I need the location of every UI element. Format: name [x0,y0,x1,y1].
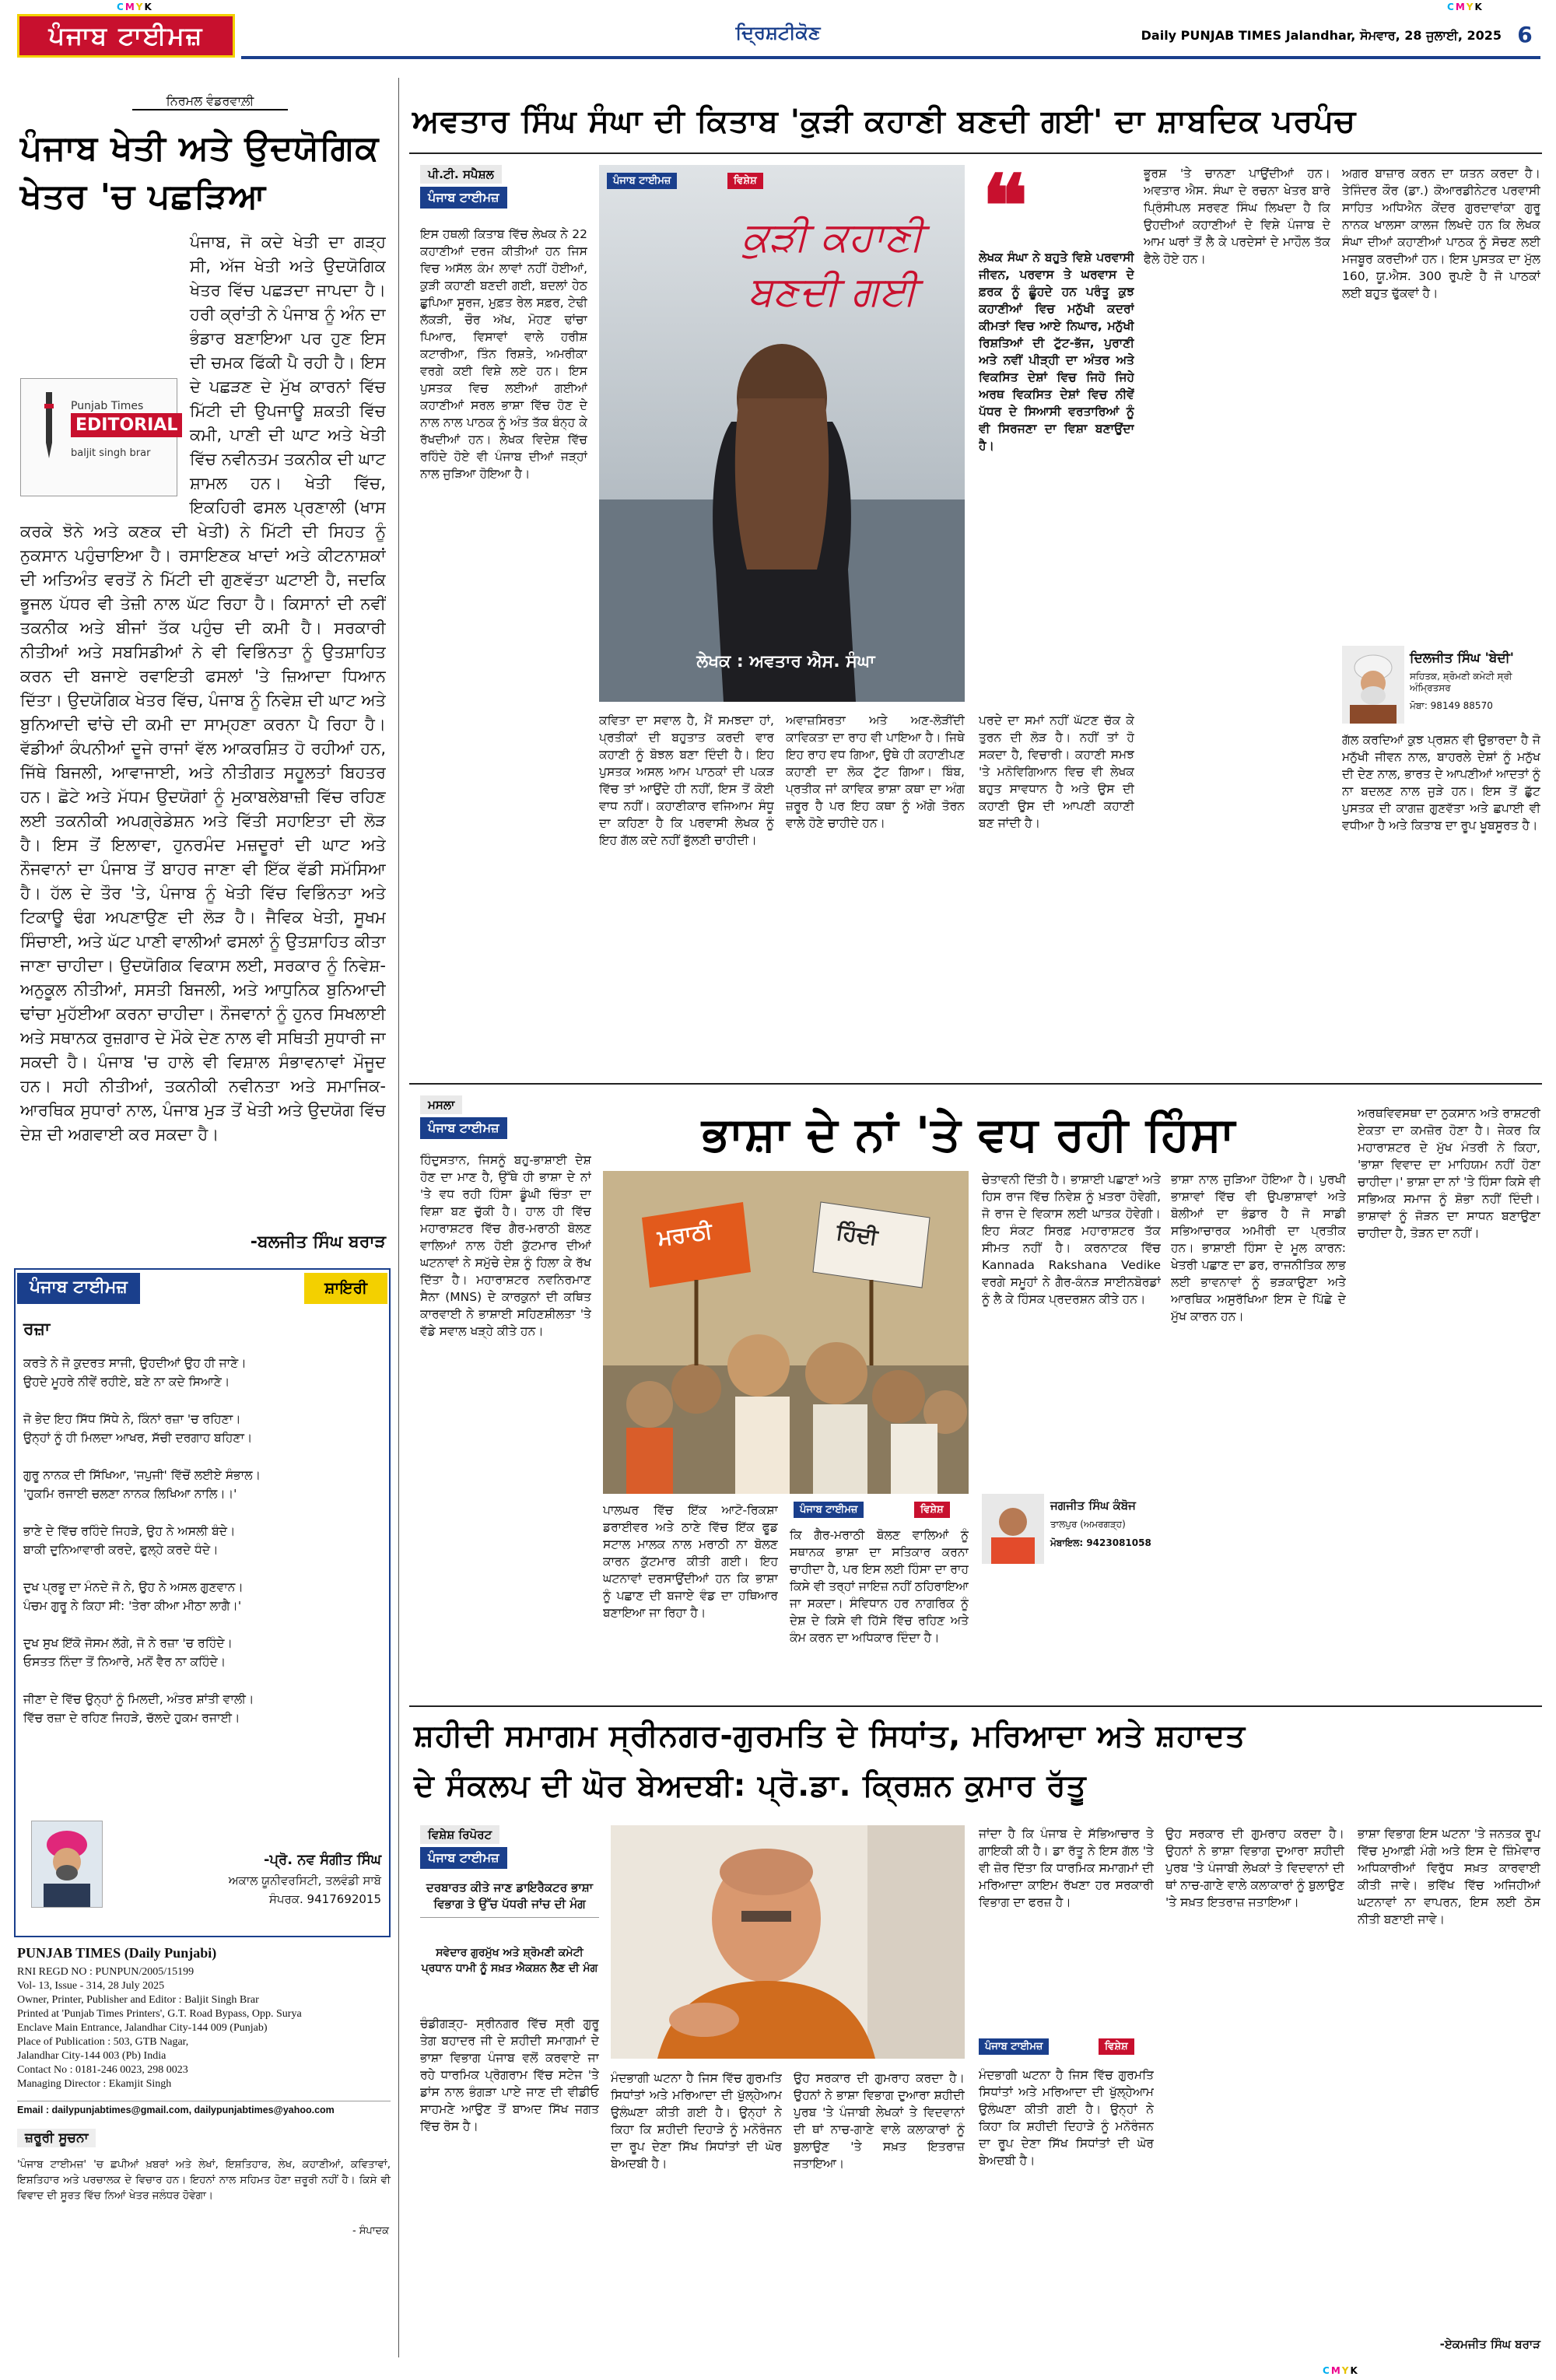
book-tag-top: ਪੀ.ਟੀ. ਸਪੈਸ਼ਲ [420,165,502,184]
section-rule-2 [409,1705,1542,1707]
book-col-1: ਇਸ ਹਥਲੀ ਕਿਤਾਬ ਵਿੱਚ ਲੇਖਕ ਨੇ 22 ਕਹਾਣੀਆਂ ਦਰਜ ਕੀਤੀਆਂ ਹਨ ਜਿਸ ਵਿਚ ਅਸੱਲ ਕੰਮ ਲਾਵਾਂ ਨਹੀਂ ਹੋਈਆਂ, ਕੁੜੀ ਕਹਾਣੀ ਬਣਦੀ ਗਈ, ਬਦਲਾਂ ਹੇਠ ਛੁਪਿਆ ਸੂਰਜ, ਮੁਫ਼ਤ ਰੇਲ ਸਫ਼ਰ, ਟੇਢੀ ਲੱਕੜੀ, ਚੌਰ ਅੱਖ, ਮੋਹਣ ਢਾਂਚਾ ਪਿਆਰ, ਵਿਸਾਵਾਂ ਵਾਲੇ ਹਰੀਸ਼ ਕਟਾਰੀਆ, ਤਿੰਨ ਰਿਸ਼ਤੇ, ਅਮਰੀਕਾ ਵਰਗੇ ਕਈ ਵਿਸ਼ੇ ਲਏ ਹਨ। ਇਸ ਪੁਸਤਕ ਵਿਚ ਲਈਆਂ ਗਈਆਂ ਕਹਾਣੀਆਂ ਸਰਲ ਭਾਸ਼ਾ ਵਿੱਚ ਹੋਣ ਦੇ ਨਾਲ ਨਾਲ ਪਾਠਕ ਨੂੰ ਅੰਤ ਤੱਕ ਬੰਨ੍ਹ ਕੇ ਰੱਖਦੀਆਂ ਹਨ। ਲੇਖਕ ਵਿਦੇਸ਼ ਵਿੱਚ ਰਹਿੰਦੇ ਹੋਏ ਵੀ ਪੰਜਾਬ ਦੀਆਂ ਜੜ੍ਹਾਂ ਨਾਲ ਜੁੜਿਆ ਹੋਇਆ ਹੈ। [420,227,587,481]
martyr-photo-tag-section: ਵਿਸ਼ੇਸ਼ [1099,2038,1134,2055]
cmyk-mark-right: CMYK [1447,2,1484,12]
poem-line: ਜੋ ਭੇਦ ਇਹ ਸਿੱਧ ਸਿੱਧੇ ਨੇ, ਕਿੰਨਾਂ ਰਜ਼ਾ 'ਚ ਰਹਿਣਾ। [23,1412,241,1426]
lang-col-2: ਪਾਲਘਰ ਵਿੱਚ ਇੱਕ ਆਟੋ-ਰਿਕਸ਼ਾ ਡਰਾਈਵਰ ਅਤੇ ਠਾਣੇ ਵਿੱਚ ਇੱਕ ਫੂਡ ਸਟਾਲ ਮਾਲਕ ਨਾਲ ਮਰਾਠੀ ਨਾ ਬੋਲਣ ਕਾਰਨ ਕੁੱਟਮਾਰ ਕੀਤੀ ਗਈ। ਇਹ ਘਟਨਾਵਾਂ ਦਰਸਾਉਂਦੀਆਂ ਹਨ ਕਿ ਭਾਸ਼ਾ ਨੂੰ ਪਛਾਣ ਦੀ ਬਜਾਏ ਵੰਡ ਦਾ ਹਥਿਆਰ ਬਣਾਇਆ ਜਾ ਰਿਹਾ ਹੈ। [603,1503,778,1620]
imprint-line: Owner, Printer, Publisher and Editor : Baljit Singh Brar [17,1994,259,2006]
section-name: ਦ੍ਰਿਸ਼ਟੀਕੋਣ [735,22,821,44]
imprint-line: RNI REGD NO : PUNPUN/2005/15199 [17,1966,194,1978]
martyr-tag-top: ਵਿਸ਼ੇਸ਼ ਰਿਪੋਰਟ [420,1825,499,1844]
reviewer-photo [1342,646,1404,724]
book-col-3: ਅਵਾਜ਼ਸਿਰਤਾ ਅਤੇ ਅਣ-ਲੋੜੀਂਦੀ ਕਾਵਿਕਤਾ ਦਾ ਰਾਹ ਵੀ ਪਾਇਆ ਹੈ। ਜਿਥੇ ਇਹ ਰਾਹ ਵਧ ਗਿਆ, ਉਥੇ ਹੀ ਕਹਾਣੀਪਣ ਕਹਾਣੀ ਦਾ ਲੋਕ ਟੁੱਟ ਗਿਆ। ਬਿੰਬ, ਪ੍ਰਤੀਕ ਜਾਂ ਕਾਵਿਕ ਭਾਸ਼ਾ ਕਥਾ ਦਾ ਅੰਗ ਜ਼ਰੂਰ ਹੈ ਪਰ ਇਹ ਕਥਾ ਨੂੰ ਅੱਗੇ ਤੋਰਨ ਵਾਲੇ ਹੋਣੇ ਚਾਹੀਦੇ ਹਨ। [786,713,965,830]
lang-author-place: ਤਾਲਪੁਰ (ਅਮਰਗੜ੍ਹ) [1050,1519,1126,1530]
editorial-title: ਪੰਜਾਬ ਖੇਤੀ ਅਤੇ ਉਦਯੋਗਿਕ ਖੇਤਰ 'ਚ ਪਛੜਿਆ [20,128,380,216]
poet-name: -ਪ੍ਰੋ. ਨਵ ਸੰਗੀਤ ਸਿੰਘ [263,1852,381,1868]
book-photo-tag-section: ਵਿਸ਼ੇਸ਼ [727,173,763,189]
editorial-kicker: ਨਿਰਮਲ ਵੰਡਰਵਾਲ਼ੀ [132,93,288,110]
poet-phone: ਸੰਪਰਕ. 9417692015 [268,1892,381,1906]
poem-line: ਬਾਕੀ ਦੁਨਿਆਵਾਰੀ ਕਰਦੇ, ਫੁਲ੍ਹੇ ਕਰਦੇ ਧੰਦੇ। [23,1543,219,1557]
book-photo-tag-brand: ਪੰਜਾਬ ਟਾਈਮਜ਼ [607,173,677,189]
lang-col-5: ਭਾਸ਼ਾ ਨਾਲ ਜੁੜਿਆ ਹੋਇਆ ਹੈ। ਪੁਰਖੀ ਭਾਸ਼ਾਵਾਂ ਵਿੱਚ ਵੀ ਉਪਭਾਸ਼ਾਵਾਂ ਅਤੇ ਬੋਲੀਆਂ ਦਾ ਭੰਡਾਰ ਹੈ ਜੋ ਸਾਡੀ ਸਭਿਆਚਾਰਕ ਅਮੀਰੀ ਦਾ ਪ੍ਰਤੀਕ ਹਨ। ਭਾਸ਼ਾਈ ਹਿੰਸਾ ਦੇ ਮੂਲ ਕਾਰਨ: ਖੇਤਰੀ ਪਛਾਣ ਦਾ ਡਰ, ਰਾਜਨੀਤਿਕ ਲਾਭ ਲਈ ਭਾਵਨਾਵਾਂ ਨੂੰ ਭੜਕਾਉਣਾ ਅਤੇ ਆਰਥਿਕ ਅਸੁਰੱਖਿਆ ਇਸ ਦੇ ਪਿੱਛੇ ਦੇ ਮੁੱਖ ਕਾਰਨ ਹਨ। [1171,1172,1346,1323]
masthead-logo [17,14,235,58]
book-col-6: ਅਗਰ ਬਾਜ਼ਾਰ ਕਰਨ ਦਾ ਯਤਨ ਕਰਦਾ ਹੈ। ਤੇਜਿੰਦਰ ਕੌਰ (ਡਾ.) ਕੋਆਰਡੀਨੇਟਰ ਪਰਵਾਸੀ ਸਾਹਿਤ ਅਧਿਐਨ ਕੇਂਦਰ ਗੁਰਦਾਵਾਂਕਾ ਗੁਰੂ ਨਾਨਕ ਖਾਲਸਾ ਕਾਲਜ ਲਿਖਦੇ ਹਨ ਕਿ ਲੇਖਕ ਸੰਘਾ ਦੀਆਂ ਕਹਾਣੀਆਂ ਪਾਠਕ ਨੂੰ ਸੋਚਣ ਲਈ ਮਜਬੂਰ ਕਰਦੀਆਂ ਹਨ। ਇਸ ਪੁਸਤਕ ਦਾ ਮੁੱਲ 160, ਯੂ.ਐਸ. 300 ਰੁਪਏ ਹੈ ਜੋ ਪਾਠਕਾਂ ਲਈ ਬਹੁਤ ਢੁੱਕਵਾਂ ਹੈ। [1342,166,1540,300]
book-pull-quote: ਲੇਖਕ ਸੰਘਾ ਨੇ ਬਹੁਤੇ ਵਿਸ਼ੇ ਪਰਵਾਸੀ ਜੀਵਨ, ਪਰਵਾਸ ਤੇ ਘਰਵਾਸ ਦੇ ਫ਼ਰਕ ਨੂੰ ਛੂੰਹਦੇ ਹਨ ਪਰੰਤੂ ਕੁਝ ਕਹਾਣੀਆਂ ਵਿਚ ਮਨੁੱਖੀ ਕਦਰਾਂ ਕੀਮਤਾਂ ਵਿਚ ਆਏ ਨਿਘਾਰ, ਮਨੁੱਖੀ ਰਿਸ਼ਤਿਆਂ ਦੀ ਟੁੱਟ-ਭੱਜ, ਪੁਰਾਣੀ ਅਤੇ ਨਵੀਂ ਪੀੜ੍ਹੀ ਦਾ ਅੰਤਰ ਅਤੇ ਵਿਕਸਿਤ ਦੇਸ਼ਾਂ ਵਿਚ ਜਿਹੋ ਜਿਹੇ ਅਰਥ ਵਿਕਸਿਤ ਦੇਸ਼ਾਂ ਵਿਚ ਨੀਵੇਂ ਪੱਧਰ ਦੇ ਸਿਆਸੀ ਵਰਤਾਰਿਆਂ ਨੂੰ ਵੀ ਸਿਰਜਣਾ ਦਾ ਵਿਸ਼ਾ ਬਣਾਉਂਦਾ ਹੈ। [979,251,1134,453]
martyr-subhead: ਦਰਬਾਰਤ ਕੀਤੇ ਜਾਣ ਡਾਇਰੈਕਟਰ ਭਾਸ਼ਾ ਵਿਭਾਗ ਤੇ ਉੱਚ ਪੱਧਰੀ ਜਾਂਚ ਦੀ ਮੰਗ [420,1880,599,1918]
quote-mark-icon: ❝ [982,156,1029,256]
cmyk-mark-bottom: CMYK [1323,2365,1359,2376]
dateline: Daily PUNJAB TIMES Jalandhar, ਸੋਮਵਾਰ, 28 ਜੁਲਾਈ, 2025 [1141,28,1502,43]
imprint-line: Vol- 13, Issue - 314, 28 July 2025 [17,1980,165,1992]
lang-col-1: ਹਿੰਦੁਸਤਾਨ, ਜਿਸਨੂੰ ਬਹੁ-ਭਾਸ਼ਾਈ ਦੇਸ਼ ਹੋਣ ਦਾ ਮਾਣ ਹੈ, ਉੱਥੇ ਹੀ ਭਾਸ਼ਾ ਦੇ ਨਾਂ 'ਤੇ ਵਧ ਰਹੀ ਹਿੰਸਾ ਡੂੰਘੀ ਚਿੰਤਾ ਦਾ ਵਿਸ਼ਾ ਬਣ ਚੁੱਕੀ ਹੈ। ਹਾਲ ਹੀ ਵਿੱਚ ਮਹਾਰਾਸ਼ਟਰ ਵਿੱਚ ਗੈਰ-ਮਰਾਠੀ ਬੋਲਣ ਵਾਲਿਆਂ ਨਾਲ ਹੋਈ ਕੁੱਟਮਾਰ ਦੀਆਂ ਘਟਨਾਵਾਂ ਨੇ ਸਮੁੱਚੇ ਦੇਸ਼ ਨੂੰ ਹਿਲਾ ਕੇ ਰੱਖ ਦਿੱਤਾ ਹੈ। ਮਹਾਰਾਸ਼ਟਰ ਨਵਨਿਰਮਾਣ ਸੈਨਾ (MNS) ਦੇ ਕਾਰਕੁਨਾਂ ਦੀ ਕਥਿਤ ਕਾਰਵਾਈ ਨੇ ਭਾਸ਼ਾਈ ਸਹਿਣਸ਼ੀਲਤਾ 'ਤੇ ਵੱਡੇ ਸਵਾਲ ਖੜ੍ਹੇ ਕੀਤੇ ਹਨ। [420,1153,591,1338]
martyr-col-3: ਉਹ ਸਰਕਾਰ ਦੀ ਗੁਮਰਾਹ ਕਰਦਾ ਹੈ। ਉਹਨਾਂ ਨੇ ਭਾਸ਼ਾ ਵਿਭਾਗ ਦੁਆਰਾ ਸ਼ਹੀਦੀ ਪੁਰਬ 'ਤੇ ਪੰਜਾਬੀ ਲੇਖਕਾਂ ਤੇ ਵਿਦਵਾਨਾਂ ਦੀ ਥਾਂ ਨਾਚ-ਗਾਣੇ ਵਾਲੇ ਕਲਾਕਾਰਾਂ ਨੂੰ ਬੁਲਾਉਣ 'ਤੇ ਸਖ਼ਤ ਇਤਰਾਜ਼ ਜਤਾਇਆ। [794,2071,965,2171]
editorial-body [20,230,386,1226]
imprint-lines [17,1965,391,2091]
sign-hindi: ਹਿੰਦੀ [835,1218,880,1250]
editorial-badge [20,378,177,496]
sign-marathi: ਮਰਾਠੀ [655,1218,714,1251]
badge-line2: EDITORIAL [71,413,182,437]
protest-illustration [603,1171,969,1494]
imprint-line: Place of Publication : 503, GTB Nagar, [17,2036,189,2048]
poem-line: 'ਹੁਕਮਿ ਰਜਾਈ ਚਲਣਾ ਨਾਨਕ ਲਿਖਿਆ ਨਾਲਿ।।' [23,1487,237,1501]
book-cover-title: ਕੁੜੀ ਕਹਾਣੀ ਬਣਦੀ ਗਈ [741,214,923,315]
reviewer-name: ਦਿਲਜੀਤ ਸਿੰਘ 'ਬੇਦੀ' [1410,650,1514,666]
section-rule-1 [409,1083,1542,1085]
poet-address: ਅਕਾਲ ਯੂਨੀਵਰਸਿਟੀ, ਤਲਵੰਡੀ ਸਾਬੋ [228,1874,381,1888]
poetry-brand: ਪੰਜਾਬ ਟਾਈਮਜ਼ [17,1273,140,1304]
editorial-text: ਪੰਜਾਬ, ਜੋ ਕਦੇ ਖੇਤੀ ਦਾ ਗੜ੍ਹ ਸੀ, ਅੱਜ ਖੇਤੀ ਅਤੇ ਉਦਯੋਗਿਕ ਖੇਤਰ ਵਿੱਚ ਪਛੜਦਾ ਜਾਪਦਾ ਹੈ। ਹਰੀ ਕ੍ਰਾਂਤੀ ਨੇ ਪੰਜਾਬ ਨੂੰ ਅੰਨ ਦਾ ਭੰਡਾਰ ਬਣਾਇਆ ਪਰ ਹੁਣ ਇਸ ਦੀ ਚਮਕ ਫਿੱਕੀ ਪੈ ਰਹੀ ਹੈ। ਇਸ ਦੇ ਪਛੜਣ ਦੇ ਮੁੱਖ ਕਾਰਨਾਂ ਵਿੱਚ ਮਿੱਟੀ ਦੀ ਉਪਜਾਊ ਸ਼ਕਤੀ ਵਿੱਚ ਕਮੀ, ਪਾਣੀ ਦੀ ਘਾਟ ਅਤੇ ਖੇਤੀ ਵਿੱਚ ਨਵੀਨਤਮ ਤਕਨੀਕ ਦੀ ਘਾਟ ਸ਼ਾਮਲ ਹਨ। ਖੇਤੀ ਵਿੱਚ, ਇਕਹਿਰੀ ਫਸਲ ਪ੍ਰਣਾਲੀ (ਖਾਸ ਕਰਕੇ ਝੋਨੇ ਅਤੇ ਕਣਕ ਦੀ ਖੇਤੀ) ਨੇ ਮਿੱਟੀ ਦੀ ਸਿਹਤ ਨੂੰ ਨੁਕਸਾਨ ਪਹੁੰਚਾਇਆ ਹੈ। ਰਸਾਇਣਕ ਖਾਦਾਂ ਅਤੇ ਕੀਟਨਾਸ਼ਕਾਂ ਦੀ ਅਤਿਅੰਤ ਵਰਤੋਂ ਨੇ ਮਿੱਟੀ ਦੀ ਗੁਣਵੱਤਾ ਘਟਾਈ ਹੈ, ਜਦਕਿ ਭੂਜਲ ਪੱਧਰ ਵੀ ਤੇਜ਼ੀ ਨਾਲ ਘੱਟ ਰਿਹਾ ਹੈ। ਕਿਸਾਨਾਂ ਦੀ ਨਵੀਂ ਤਕਨੀਕ ਅਤੇ ਬੀਜਾਂ ਤੱਕ ਪਹੁੰਚ ਦੀ ਕਮੀ ਹੈ। ਸਰਕਾਰੀ ਨੀਤੀਆਂ ਅਤੇ ਸਬਸਿਡੀਆਂ ਨੇ ਵੀ ਵਿਭਿੰਨਤਾ ਨੂੰ ਉਤਸ਼ਾਹਿਤ ਕਰਨ ਦੀ ਬਜਾਏ ਰਵਾਇਤੀ ਫਸਲਾਂ 'ਤੇ ਜ਼ਿਆਦਾ ਧਿਆਨ ਦਿੱਤਾ। ਉਦਯੋਗਿਕ ਖੇਤਰ ਵਿੱਚ, ਪੰਜਾਬ ਨੂੰ ਨਿਵੇਸ਼ ਦੀ ਘਾਟ ਅਤੇ ਬੁਨਿਆਦੀ ਢਾਂਚੇ ਦੀ ਕਮੀ ਦਾ ਸਾਮ੍ਹਣਾ ਕਰਨਾ ਪੈ ਰਿਹਾ ਹੈ। ਵੱਡੀਆਂ ਕੰਪਨੀਆਂ ਦੂਜੇ ਰਾਜਾਂ ਵੱਲ ਆਕਰਸ਼ਿਤ ਹੋ ਰਹੀਆਂ ਹਨ, ਜਿੱਥੇ ਬਿਜਲੀ, ਆਵਾਜਾਈ, ਅਤੇ ਨੀਤੀਗਤ ਸਹੂਲਤਾਂ ਬਿਹਤਰ ਹਨ। ਛੋਟੇ ਅਤੇ ਮੱਧਮ ਉਦਯੋਗਾਂ ਨੂੰ ਮੁਕਾਬਲੇਬਾਜ਼ੀ ਵਿੱਚ ਰਹਿਣ ਲਈ ਤਕਨੀਕੀ ਅਪਗ੍ਰੇਡੇਸ਼ਨ ਅਤੇ ਵਿੱਤੀ ਸਹਾਇਤਾ ਦੀ ਲੋੜ ਹੈ। ਇਸ ਤੋਂ ਇਲਾਵਾ, ਹੁਨਰਮੰਦ ਮਜ਼ਦੂਰਾਂ ਦੀ ਘਾਟ ਅਤੇ ਨੌਜਵਾਨਾਂ ਦਾ ਪੰਜਾਬ ਤੋਂ ਬਾਹਰ ਜਾਣਾ ਵੀ ਇੱਕ ਵੱਡੀ ਸਮੱਸਿਆ ਹੈ। ਹੱਲ ਦੇ ਤੌਰ 'ਤੇ, ਪੰਜਾਬ ਨੂੰ ਖੇਤੀ ਵਿੱਚ ਵਿਭਿੰਨਤਾ ਅਤੇ ਟਿਕਾਊ ਢੰਗ ਅਪਣਾਉਣ ਦੀ ਲੋੜ ਹੈ। ਜੈਵਿਕ ਖੇਤੀ, ਸੂਖਮ ਸਿੰਚਾਈ, ਅਤੇ ਘੱਟ ਪਾਣੀ ਵਾਲੀਆਂ ਫਸਲਾਂ ਨੂੰ ਉਤਸ਼ਾਹਿਤ ਕੀਤਾ ਜਾਣਾ ਚਾਹੀਦਾ। ਉਦਯੋਗਿਕ ਵਿਕਾਸ ਲਈ, ਸਰਕਾਰ ਨੂੰ ਨਿਵੇਸ਼-ਅਨੁਕੂਲ ਨੀਤੀਆਂ, ਸਸਤੀ ਬਿਜਲੀ, ਅਤੇ ਆਧੁਨਿਕ ਬੁਨਿਆਦੀ ਢਾਂਚਾ ਮੁਹੱਈਆ ਕਰਨਾ ਚਾਹੀਦਾ। ਨੌਜਵਾਨਾਂ ਨੂੰ ਹੁਨਰ ਸਿਖਲਾਈ ਅਤੇ ਸਥਾਨਕ ਰੁਜ਼ਗਾਰ ਦੇ ਮੌਕੇ ਦੇਣ ਨਾਲ ਵੀ ਸਥਿਤੀ ਸੁਧਾਰੀ ਜਾ ਸਕਦੀ ਹੈ। ਪੰਜਾਬ 'ਚ ਹਾਲੇ ਵੀ ਵਿਸ਼ਾਲ ਸੰਭਾਵਨਾਵਾਂ ਮੌਜੂਦ ਹਨ। ਸਹੀ ਨੀਤੀਆਂ, ਤਕਨੀਕੀ ਨਵੀਨਤਾ ਅਤੇ ਸਮਾਜਿਕ-ਆਰਥਿਕ ਸੁਧਾਰਾਂ ਨਾਲ, ਪੰਜਾਬ ਮੁੜ ਤੋਂ ਖੇਤੀ ਅਤੇ ਉਦਯੋਗ ਵਿੱਚ ਦੇਸ਼ ਦੀ ਅਗਵਾਈ ਕਰ ਸਕਦਾ ਹੈ। [20,233,386,1144]
reviewer-role: ਸਹਿਤਕ, ਸ਼੍ਰੋਮਣੀ ਕਮੇਟੀ ਸ੍ਰੀ ਅੰਮ੍ਰਿਤਸਰ [1410,671,1512,693]
lang-col-3: ਕਿ ਗੈਰ-ਮਰਾਠੀ ਬੋਲਣ ਵਾਲਿਆਂ ਨੂੰ ਸਥਾਨਕ ਭਾਸ਼ਾ ਦਾ ਸਤਿਕਾਰ ਕਰਨਾ ਚਾਹੀਦਾ ਹੈ, ਪਰ ਇਸ ਲਈ ਹਿੰਸਾ ਦਾ ਰਾਹ ਕਿਸੇ ਵੀ ਤਰ੍ਹਾਂ ਜਾਇਜ਼ ਨਹੀਂ ਠਹਿਰਾਇਆ ਜਾ ਸਕਦਾ। ਸੰਵਿਧਾਨ ਹਰ ਨਾਗਰਿਕ ਨੂੰ ਦੇਸ਼ ਦੇ ਕਿਸੇ ਵੀ ਹਿੱਸੇ ਵਿੱਚ ਰਹਿਣ ਅਤੇ ਕੰਮ ਕਰਨ ਦਾ ਅਧਿਕਾਰ ਦਿੰਦਾ ਹੈ। [790,1528,969,1645]
imprint-email: Email : dailypunjabtimes@gmail.com, dailypunjabtimes@yahoo.com [17,2101,391,2115]
book-cover-author: ਲੇਖਕ : ਅਵਤਾਰ ਐਸ. ਸੰਘਾ [696,652,875,671]
poem-line: ਉਨ੍ਹਾਂ ਨੂੰ ਹੀ ਮਿਲਦਾ ਆਖਰ, ਸੱਚੀ ਦਰਗਾਹ ਬਹਿਣਾ। [23,1431,253,1445]
notice-text: 'ਪੰਜਾਬ ਟਾਈਮਜ਼' 'ਚ ਛਪੀਆਂ ਖ਼ਬਰਾਂ ਅਤੇ ਲੇਖਾਂ, ਇਸ਼ਤਿਹਾਰ, ਲੇਖ, ਕਹਾਣੀਆਂ, ਕਵਿਤਾਵਾਂ, ਇਸ਼ਤਿਹਾਰ ਅਤੇ ਪਰਚਾਲਕ ਦੇ ਵਿਚਾਰ ਹਨ। ਇਹਨਾਂ ਨਾਲ ਸਹਿਮਤ ਹੋਣਾ ਜ਼ਰੂਰੀ ਨਹੀਂ ਹੈ। ਕਿਸੇ ਵੀ ਵਿਵਾਦ ਦੀ ਸੂਰਤ ਵਿੱਚ ਨਿਆਂ ਖੇਤਰ ਜਲੰਧਰ ਹੋਵੇਗਾ। [17,2158,391,2202]
poem-line: ਪੰਚਮ ਗੁਰੂ ਨੇ ਕਿਹਾ ਸੀ: 'ਤੇਰਾ ਕੀਆ ਮੀਠਾ ਲਾਗੈ।' [23,1599,242,1613]
poem-line: ਉਹਦੇ ਮੂਹਰੇ ਨੀਵੇਂ ਰਹੀਏ, ਬਣੇ ਨਾ ਕਦੇ ਸਿਆਣੇ। [23,1375,230,1389]
poem-line: ਭਾਣੇ ਦੇ ਵਿੱਚ ਰਹਿੰਦੇ ਜਿਹੜੇ, ਉਹ ਨੇ ਅਸਲੀ ਬੰਦੇ। [23,1524,236,1538]
martyr-col-5: ਉਹ ਸਰਕਾਰ ਦੀ ਗੁਮਰਾਹ ਕਰਦਾ ਹੈ। ਉਹਨਾਂ ਨੇ ਭਾਸ਼ਾ ਵਿਭਾਗ ਦੁਆਰਾ ਸ਼ਹੀਦੀ ਪੁਰਬ 'ਤੇ ਪੰਜਾਬੀ ਲੇਖਕਾਂ ਤੇ ਵਿਦਵਾਨਾਂ ਦੀ ਥਾਂ ਨਾਚ-ਗਾਣੇ ਵਾਲੇ ਕਲਾਕਾਰਾਂ ਨੂੰ ਬੁਲਾਉਣ 'ਤੇ ਸਖ਼ਤ ਇਤਰਾਜ਼ ਜਤਾਇਆ। [1165,1827,1344,1909]
poem-lines [23,1354,381,1727]
poem-line: ਓਸਤਤ ਨਿੰਦਾ ਤੋਂ ਨਿਆਰੇ, ਮਨੋਂ ਵੈਰ ਨਾ ਕਹਿੰਦੇ। [23,1655,226,1669]
martyr-headline-line2: ਦੇ ਸੰਕਲਪ ਦੀ ਘੋਰ ਬੇਅਦਬੀ: ਪ੍ਰੋ.ਡਾ. ਕ੍ਰਿਸ਼ਨ ਕੁਮਾਰ ਰੱਤੂ [414,1768,1087,1803]
notice-signature: - ਸੰਪਾਦਕ [352,2225,389,2237]
badge-line3: baljit singh brar [71,447,151,459]
imprint-line: Enclave Main Entrance, Jalandhar City-144 009 (Punjab) [17,2022,268,2034]
imprint-line: Jalandhar City-144 003 (Pb) India [17,2050,166,2062]
lang-headline: ਭਾਸ਼ਾ ਦੇ ਨਾਂ 'ਤੇ ਵਧ ਰਹੀ ਹਿੰਸਾ [701,1107,1236,1162]
imprint-line: Managing Director : Ekamjit Singh [17,2078,172,2090]
pen-icon [30,388,68,466]
lang-col-4: ਚੇਤਾਵਨੀ ਦਿੱਤੀ ਹੈ। ਭਾਸ਼ਾਈ ਪਛਾਣਾਂ ਅਤੇ ਹਿਸ ਰਾਜ ਵਿੱਚ ਨਿਵੇਸ਼ ਨੂੰ ਖ਼ਤਰਾ ਹੋਵੇਗੀ, ਜੋ ਰਾਜ ਦੇ ਵਿਕਾਸ ਲਈ ਘਾਤਕ ਹੋਵੇਗੀ। ਇਹ ਸੰਕਟ ਸਿਰਫ਼ ਮਹਾਰਾਸ਼ਟਰ ਤੱਕ ਸੀਮਤ ਨਹੀਂ ਹੈ। ਕਰਨਾਟਕ ਵਿੱਚ Kannada Rakshana Vedike ਵਰਗੇ ਸਮੂਹਾਂ ਨੇ ਗੈਰ-ਕੰਨੜ ਸਾਈਨਬੋਰਡਾਂ ਨੂੰ ਲੈ ਕੇ ਹਿੰਸਕ ਪ੍ਰਦਰਸ਼ਨ ਕੀਤੇ ਹਨ। [982,1172,1161,1306]
martyr-signature: -ਏਕਮਜੀਤ ਸਿੰਘ ਬਰਾੜ [1439,2337,1540,2351]
book-col-7: ਗੱਲ ਕਰਦਿਆਂ ਕੁਝ ਪ੍ਰਸ਼ਨ ਵੀ ਉਭਾਰਦਾ ਹੈ ਜੋ ਮਨੁੱਖੀ ਜੀਵਨ ਨਾਲ, ਬਾਹਰਲੇ ਦੇਸ਼ਾਂ ਨੂੰ ਮਨੁੱਖ ਦੀ ਦੇਣ ਨਾਲ, ਭਾਰਤ ਦੇ ਆਪਣੀਆਂ ਆਦਤਾਂ ਨੂੰ ਨਾ ਬਦਲਣ ਨਾਲ ਜੁੜੇ ਹਨ। ਇਸ ਤੋਂ ਛੁੱਟ ਪੁਸਤਕ ਦੀ ਕਾਗਜ਼ ਗੁਣਵੱਤਾ ਅਤੇ ਛਪਾਈ ਵੀ ਵਧੀਆ ਹੈ ਅਤੇ ਕਿਤਾਬ ਦਾ ਰੂਪ ਖੂਬਸੂਰਤ ਹੈ। [1342,733,1540,832]
badge-line1: Punjab Times [71,400,144,412]
poet-photo [31,1821,103,1908]
poetry-header [17,1273,387,1304]
martyr-col-2: ਮੰਦਭਾਗੀ ਘਟਨਾ ਹੈ ਜਿਸ ਵਿੱਚ ਗੁਰਮਤਿ ਸਿਧਾਂਤਾਂ ਅਤੇ ਮਰਿਆਦਾ ਦੀ ਖੁੱਲ੍ਹੇਆਮ ਉਲੰਘਣਾ ਕੀਤੀ ਗਈ ਹੈ। ਉਨ੍ਹਾਂ ਨੇ ਕਿਹਾ ਕਿ ਸ਼ਹੀਦੀ ਦਿਹਾੜੇ ਨੂੰ ਮਨੋਰੰਜਨ ਦਾ ਰੂਪ ਦੇਣਾ ਸਿੱਖ ਸਿਧਾਂਤਾਂ ਦੀ ਘੋਰ ਬੇਅਦਬੀ ਹੈ। [611,2071,782,2171]
poem-line: ਵਿੱਚ ਰਜ਼ਾ ਦੇ ਰਹਿਣ ਜਿਹੜੇ, ਚੱਲਦੇ ਹੁਕਮ ਰਜਾਈ। [23,1711,240,1725]
lang-tag-brand: ਪੰਜਾਬ ਟਾਈਮਜ਼ [420,1117,507,1139]
poetry-section: ਸ਼ਾਇਰੀ [304,1273,387,1304]
poem-line: ਗੁਰੂ ਨਾਨਕ ਦੀ ਸਿੱਖਿਆ, 'ਜਪੁਜੀ' ਵਿੱਚੋਂ ਲਈਏ ਸੰਭਾਲ। [23,1468,261,1482]
martyr-photo-tag-brand: ਪੰਜਾਬ ਟਾਈਮਜ਼ [979,2038,1049,2055]
book-review-headline: ਅਵਤਾਰ ਸਿੰਘ ਸੰਘਾ ਦੀ ਕਿਤਾਬ 'ਕੁੜੀ ਕਹਾਣੀ ਬਣਦੀ ਗਈ' ਦਾ ਸ਼ਾਬਦਿਕ ਪਰਪੰਚ [412,103,1356,139]
cmyk-mark-left: CMYK [117,2,153,12]
imprint-line: Printed at 'Punjab Times Printers', G.T. Road Bypass, Opp. Surya [17,2008,302,2020]
left-column-divider [398,78,399,2357]
page-number: 6 [1517,22,1533,47]
logo-text: ਪੰਜਾਬ ਟਾਈਮਜ਼ [48,20,204,51]
poem-line: ਜੀਣਾ ਦੇ ਵਿੱਚ ਉਨ੍ਹਾਂ ਨੂੰ ਮਿਲਦੀ, ਅੰਤਰ ਸ਼ਾਂਤੀ ਵਾਲੀ। [23,1692,254,1706]
book-col-5: ਭੂਰਸ਼ 'ਤੇ ਚਾਨਣਾ ਪਾਉਂਦੀਆਂ ਹਨ। ਅਵਤਾਰ ਐਸ. ਸੰਘਾ ਦੇ ਰਚਨਾ ਖੇਤਰ ਬਾਰੇ ਪ੍ਰਿੰਸੀਪਲ ਸਰਵਣ ਸਿੰਘ ਲਿਖਦਾ ਹੈ ਕਿ ਉਹਦੀਆਂ ਕਹਾਣੀਆਂ ਦੇ ਵਿਸ਼ੇ ਪੰਜਾਬ ਦੇ ਆਮ ਘਰਾਂ ਤੋਂ ਲੈ ਕੇ ਪਰਦੇਸਾਂ ਦੇ ਮਾਹੌਲ ਤੱਕ ਫੈਲੇ ਹੋਏ ਹਨ। [1144,166,1330,266]
imprint-title: PUNJAB TIMES (Daily Punjabi) [17,1945,217,1961]
lang-author-phone: ਮੋਬਾਇਲ: 9423081058 [1050,1537,1151,1548]
poem-line: ਦੁਖ ਪ੍ਰਭੂ ਦਾ ਮੰਨਦੇ ਜੋ ਨੇ, ਉਹ ਨੇ ਅਸਲ ਗੁਣਵਾਨ। [23,1580,244,1594]
book-tag-brand: ਪੰਜਾਬ ਟਾਈਮਜ਼ [420,187,507,209]
poem-line: ਕਰਤੇ ਨੇ ਜੋ ਕੁਦਰਤ ਸਾਜੀ, ਉਹਦੀਆਂ ਉਹ ਹੀ ਜਾਣੇ। [23,1356,247,1370]
notice-title: ਜ਼ਰੂਰੀ ਸੂਚਨਾ [17,2129,96,2147]
martyr-col-1: ਚੰਡੀਗੜ੍ਹ- ਸ੍ਰੀਨਗਰ ਵਿੱਚ ਸ੍ਰੀ ਗੁਰੂ ਤੇਗ ਬਹਾਦਰ ਜੀ ਦੇ ਸ਼ਹੀਦੀ ਸਮਾਗਮਾਂ ਦੇ ਭਾਸ਼ਾ ਵਿਭਾਗ ਪੰਜਾਬ ਵਲੋਂ ਕਰਵਾਏ ਜਾ ਰਹੇ ਧਾਰਮਿਕ ਪ੍ਰੋਗਰਾਮ ਵਿੱਚ ਸਟੇਜ 'ਤੇ ਡਾਂਸ ਨਾਲ ਭੰਗੜਾ ਪਾਏ ਜਾਣ ਦੀ ਵੀਡੀਓ ਸਾਹਮਣੇ ਆਉਣ ਤੋਂ ਬਾਅਦ ਸਿੱਖ ਜਗਤ ਵਿੱਚ ਰੋਸ ਹੈ। [420,2017,599,2133]
martyr-col-6: ਭਾਸ਼ਾ ਵਿਭਾਗ ਇਸ ਘਟਨਾ 'ਤੇ ਜਨਤਕ ਰੂਪ ਵਿੱਚ ਮੁਆਫ਼ੀ ਮੰਗੇ ਅਤੇ ਇਸ ਦੇ ਜ਼ਿੰਮੇਵਾਰ ਅਧਿਕਾਰੀਆਂ ਵਿਰੁੱਧ ਸਖ਼ਤ ਕਾਰਵਾਈ ਕੀਤੀ ਜਾਵੇ। ਭਵਿੱਖ ਵਿੱਚ ਅਜਿਹੀਆਂ ਘਟਨਾਵਾਂ ਨਾ ਵਾਪਰਨ, ਇਸ ਲਈ ਠੋਸ ਨੀਤੀ ਬਣਾਈ ਜਾਵੇ। [1358,1827,1540,1926]
martyr-subhead-2: ਸਵੇਦਾਰ ਗੁਰਮੁੱਖ ਅਤੇ ਸ਼੍ਰੋਮਣੀ ਕਮੇਟੀ ਪ੍ਰਧਾਨ ਧਾਮੀ ਨੂੰ ਸਖ਼ਤ ਐਕਸ਼ਨ ਲੈਣ ਦੀ ਮੰਗ [421,1947,598,1975]
book-headline-rule [409,152,1542,154]
lang-col-6: ਅਰਥਵਿਵਸਥਾ ਦਾ ਨੁਕਸਾਨ ਅਤੇ ਰਾਸ਼ਟਰੀ ਏਕਤਾ ਦਾ ਕਮਜ਼ੋਰ ਹੋਣਾ ਹੈ। ਜੇਕਰ ਕਿ ਮਹਾਰਾਸ਼ਟਰ ਦੇ ਮੁੱਖ ਮੰਤਰੀ ਨੇ ਕਿਹਾ, 'ਭਾਸ਼ਾ ਵਿਵਾਦ ਦਾ ਮਾਹਿਯਮ ਨਹੀਂ ਹੋਣਾ ਚਾਹੀਦਾ।' ਭਾਸ਼ਾ ਦਾ ਨਾਂ 'ਤੇ ਹਿੰਸਾ ਕਿਸੇ ਵੀ ਸਭਿਅਕ ਸਮਾਜ ਨੂੰ ਸ਼ੋਭਾ ਨਹੀਂ ਦਿੰਦੀ। ਭਾਸ਼ਾਵਾਂ ਨੂੰ ਜੋੜਨ ਦਾ ਸਾਧਨ ਬਣਾਉਣਾ ਚਾਹੀਦਾ ਹੈ, ਤੋੜਨ ਦਾ ਨਹੀਂ। [1358,1106,1540,1240]
martyr-tag-brand: ਪੰਜਾਬ ਟਾਈਮਜ਼ [420,1847,507,1869]
editorial-signature: -ਬਲਜੀਤ ਸਿੰਘ ਬਰਾੜ [250,1232,386,1252]
book-col-2: ਕਵਿਤਾ ਦਾ ਸਵਾਲ ਹੈ, ਮੈਂ ਸਮਝਦਾ ਹਾਂ, ਪ੍ਰਤੀਕਾਂ ਦੀ ਬਹੁਤਾਤ ਕਰਦੀ ਵਾਰ ਕਹਾਣੀ ਨੂੰ ਬੋਝਲ ਬਣਾ ਦਿੰਦੀ ਹੈ। ਇਹ ਪੁਸਤਕ ਅਸਲ ਆਮ ਪਾਠਕਾਂ ਦੀ ਪਕੜ ਵਿੱਚ ਤਾਂ ਆਉਂਦੇ ਹੀ ਨਹੀਂ, ਇਸ ਤੋਂ ਕੋਈ ਵਾਧ ਨਹੀਂ। ਕਹਾਣੀਕਾਰ ਵਜਿਆਮ ਸੰਧੂ ਦਾ ਕਹਿਣਾ ਹੈ ਕਿ ਪਰਵਾਸੀ ਲੇਖਕ ਨੂੰ ਇਹ ਗੱਲ ਕਦੇ ਨਹੀਂ ਭੁੱਲਣੀ ਚਾਹੀਦੀ। [599,713,774,847]
lang-photo-tag-section: ਵਿਸ਼ੇਸ਼ [914,1502,950,1518]
imprint-line: Contact No : 0181-246 0023, 298 0023 [17,2064,188,2076]
lang-author-photo [982,1494,1044,1564]
lang-tag-top: ਮਸਲਾ [420,1095,462,1114]
martyr-col-4: ਜਾਂਦਾ ਹੈ ਕਿ ਪੰਜਾਬ ਦੇ ਸੱਭਿਆਚਾਰ ਤੇ ਗਾਇਕੀ ਕੀ ਹੈ। ਡਾ ਰੱਤੂ ਨੇ ਇਸ ਗੱਲ 'ਤੇ ਵੀ ਜ਼ੋਰ ਦਿੱਤਾ ਕਿ ਧਾਰਮਿਕ ਸਮਾਗਮਾਂ ਦੀ ਮਰਿਆਦਾ ਕਾਇਮ ਰੱਖਣਾ ਹਰ ਸਰਕਾਰੀ ਵਿਭਾਗ ਦਾ ਫਰਜ਼ ਹੈ। [979,1827,1154,1909]
poem-title: ਰਜ਼ਾ [23,1320,51,1339]
reviewer-phone: ਮੋਬਾ: 98149 88570 [1410,700,1493,711]
martyr-col-4b: ਮੰਦਭਾਗੀ ਘਟਨਾ ਹੈ ਜਿਸ ਵਿੱਚ ਗੁਰਮਤਿ ਸਿਧਾਂਤਾਂ ਅਤੇ ਮਰਿਆਦਾ ਦੀ ਖੁੱਲ੍ਹੇਆਮ ਉਲੰਘਣਾ ਕੀਤੀ ਗਈ ਹੈ। ਉਨ੍ਹਾਂ ਨੇ ਕਿਹਾ ਕਿ ਸ਼ਹੀਦੀ ਦਿਹਾੜੇ ਨੂੰ ਮਨੋਰੰਜਨ ਦਾ ਰੂਪ ਦੇਣਾ ਸਿੱਖ ਸਿਧਾਂਤਾਂ ਦੀ ਘੋਰ ਬੇਅਦਬੀ ਹੈ। [979,2068,1154,2168]
martyr-headline-line1: ਸ਼ਹੀਦੀ ਸਮਾਗਮ ਸ੍ਰੀਨਗਰ-ਗੁਰਮਤਿ ਦੇ ਸਿਧਾਂਤ, ਮਰਿਆਦਾ ਅਤੇ ਸ਼ਹਾਦਤ [414,1719,1246,1754]
book-col-4: ਪਰਦੇ ਦਾ ਸਮਾਂ ਨਹੀਂ ਘੱਟਣ ਚੱਕ ਕੇ ਤੁਰਨ ਦੀ ਲੋੜ ਹੈ। ਨਹੀਂ ਤਾਂ ਹੋ ਸਕਦਾ ਹੈ, ਵਿਚਾਰੀ। ਕਹਾਣੀ ਸਮਝ 'ਤੇ ਮਨੋਵਿਗਿਆਨ ਵਿਚ ਵੀ ਲੇਖਕ ਬਹੁਤ ਸਾਵਧਾਨ ਹੈ ਅਤੇ ਉਸ ਦੀ ਕਹਾਣੀ ਉਸ ਦੀ ਆਪਣੀ ਕਹਾਣੀ ਬਣ ਜਾਂਦੀ ਹੈ। [979,713,1134,830]
poem-line: ਦੁਖ ਸੁਖ ਇੱਕੋ ਜੋਸਮ ਲੱਗੇ, ਜੋ ਨੇ ਰਜ਼ਾ 'ਚ ਰਹਿੰਦੇ। [23,1636,233,1650]
speaker-photo [611,1825,965,2059]
lang-photo-tag-brand: ਪੰਜਾਬ ਟਾਈਮਜ਼ [794,1502,864,1518]
lang-author-name: ਜਗਜੀਤ ਸਿੰਘ ਕੰਬੋਜ [1050,1498,1136,1512]
